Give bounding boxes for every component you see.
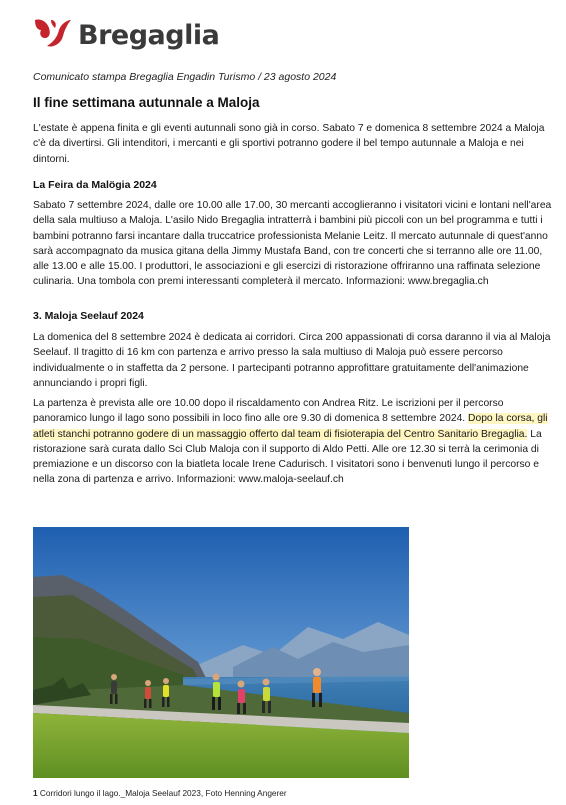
- section-heading-seelauf: 3. Maloja Seelauf 2024: [33, 310, 144, 322]
- caption-text: Corridori lungo il lago._Maloja Seelauf 2023, Foto Henning Angerer: [37, 788, 287, 798]
- runners-lake-photo: [33, 527, 409, 778]
- seelauf-paragraph-2: [33, 396, 553, 488]
- caption-number: 1: [33, 788, 38, 798]
- page-title: Il fine settimana autunnale a Maloja: [33, 95, 260, 110]
- feira-paragraph: Sabato 7 settembre 2024, dalle ore 10.00 alle 17.00, 30 mercanti accoglieranno i visitatori vicini e lontani nell'area della sala multiuso a Maloja. L'asilo Nido Bregaglia intratterrà i bambini più piccoli con un bel programma e tutti i bambini potranno farsi incantare dalla truccatrice professionista Melanie Leitz. Il mercato autunnale di quest'anno sarà accompagnato da musica gitana della Jimmy Mustafa Band, con tre concerti che si terranno alle ore 11.00, alle 13.00 e alle 15.00. I produttori, le associazioni e gli esercizi di ristorazione offriranno una raffinata selezione culinaria. Una tombola con premi interessanti completerà il mercato. Informazioni: www.bregaglia.ch: [33, 200, 552, 288]
- brand-name: Bregaglia: [78, 20, 220, 51]
- seelauf-text-a: La partenza è prevista alle ore 10.00 dopo il riscaldamento con Andrea Ritz. Le iscrizioni per il percorso panoramico lungo il lago sono possibili in loco fino alle ore 9.30 di domenica 8 settembre 2024.: [33, 398, 504, 425]
- intro-paragraph: L'estate è appena finita e gli eventi autunnali sono già in corso. Sabato 7 e domenica 8 settembre 2024 a Maloja c'è da divertirsi. Gli intenditori, i mercanti e gli sportivi potranno godere il bel tempo autunnale a Maloja e nei dintorni.: [33, 123, 545, 165]
- highlighted-sentence: Dopo la corsa, gli atleti stanchi potranno godere di un massaggio offerto dal team di fisioterapia del Centro Sanitario Bregaglia.: [33, 413, 548, 440]
- seelauf-paragraph-1: La domenica del 8 settembre 2024 è dedicata ai corridori. Circa 200 appassionati di corsa daranno il via al Maloja Seelauf. Il tragitto di 16 km con partenza e arrivo presso la sala multiuso di Maloja può essere percorso individualmente o in staffetta da 2 persone. I partecipanti potranno approfittare gratuitamente dell'animazione annunciando i propri figli.: [33, 332, 551, 389]
- seelauf-text-b: La ristorazione sarà curata dallo Sci Club Maloja con il supporto di Aldo Petti. Alle ore 12.30 si terrà la cerimonia di premiazione e un discorso con la biatleta locale Irene Cadurisch. I visitatori sono i benvenuti lungo il percorso e nella zona di partenza e arrivo. Informazioni: www.maloja-seelauf.ch: [33, 428, 542, 486]
- brand-logo: [33, 14, 233, 58]
- bregaglia-mark-icon: [33, 16, 73, 56]
- section-heading-feira: La Feira da Malögia 2024: [33, 179, 157, 191]
- press-release-dateline: Comunicato stampa Bregaglia Engadin Turismo / 23 agosto 2024: [33, 71, 337, 83]
- photo-caption: [33, 788, 287, 798]
